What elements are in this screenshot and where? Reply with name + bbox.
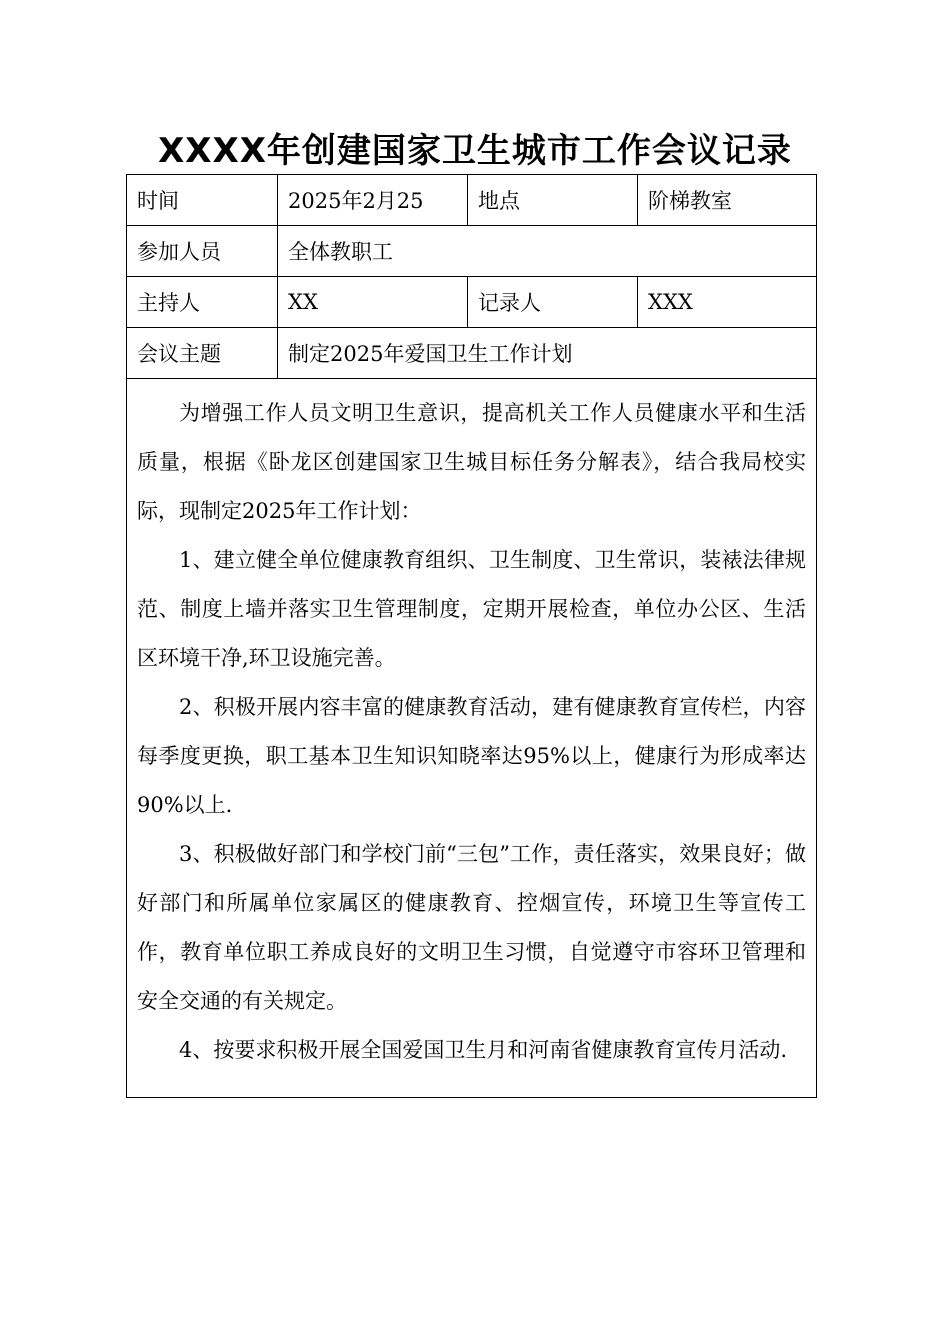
time-label: 时间 — [127, 175, 278, 226]
place-value: 阶梯教室 — [638, 175, 817, 226]
table-row-host-recorder — [127, 277, 817, 328]
topic-label: 会议主题 — [127, 328, 278, 379]
recorder-value: XXX — [638, 277, 817, 328]
meeting-content — [127, 379, 817, 1098]
topic-value: 制定2025年爱国卫生工作计划 — [278, 328, 817, 379]
page-title: XXXX年创建国家卫生城市工作会议记录 — [158, 131, 792, 171]
table-row-attendees — [127, 226, 817, 277]
attendees-label: 参加人员 — [127, 226, 278, 277]
table-row-topic — [127, 328, 817, 379]
content-paragraph-item-3: 3、积极做好部门和学校门前“三包”工作，责任落实，效果良好；做好部门和所属单位家属区的健康教育、控烟宣传，环境卫生等宣传工作，教育单位职工养成良好的文明卫生习惯，自觉遵守市容环卫管理和安全交通的有关规定。 — [137, 842, 806, 1013]
place-label: 地点 — [468, 175, 638, 226]
content-paragraph-item-2: 2、积极开展内容丰富的健康教育活动，建有健康教育宣传栏，内容每季度更换，职工基本卫生知识知晓率达95%以上，健康行为形成率达90%以上. — [137, 695, 806, 817]
attendees-value: 全体教职工 — [278, 226, 817, 277]
time-value: 2025年2月25 — [278, 175, 468, 226]
host-value: XX — [278, 277, 468, 328]
table-row-content — [127, 379, 817, 1098]
table-row-time-place — [127, 175, 817, 226]
content-paragraph-item-4: 4、按要求积极开展全国爱国卫生月和河南省健康教育宣传月活动. — [179, 1038, 788, 1062]
recorder-label: 记录人 — [468, 277, 638, 328]
content-paragraph-item-1: 1、建立健全单位健康教育组织、卫生制度、卫生常识，装裱法律规范、制度上墙并落实卫生管理制度，定期开展检查，单位办公区、生活区环境干净,环卫设施完善。 — [137, 548, 806, 670]
meeting-record-table — [126, 174, 817, 1098]
host-label: 主持人 — [127, 277, 278, 328]
content-paragraph-intro: 为增强工作人员文明卫生意识，提高机关工作人员健康水平和生活质量，根据《卧龙区创建国家卫生城目标任务分解表》，结合我局校实际，现制定2025年工作计划： — [137, 401, 806, 523]
